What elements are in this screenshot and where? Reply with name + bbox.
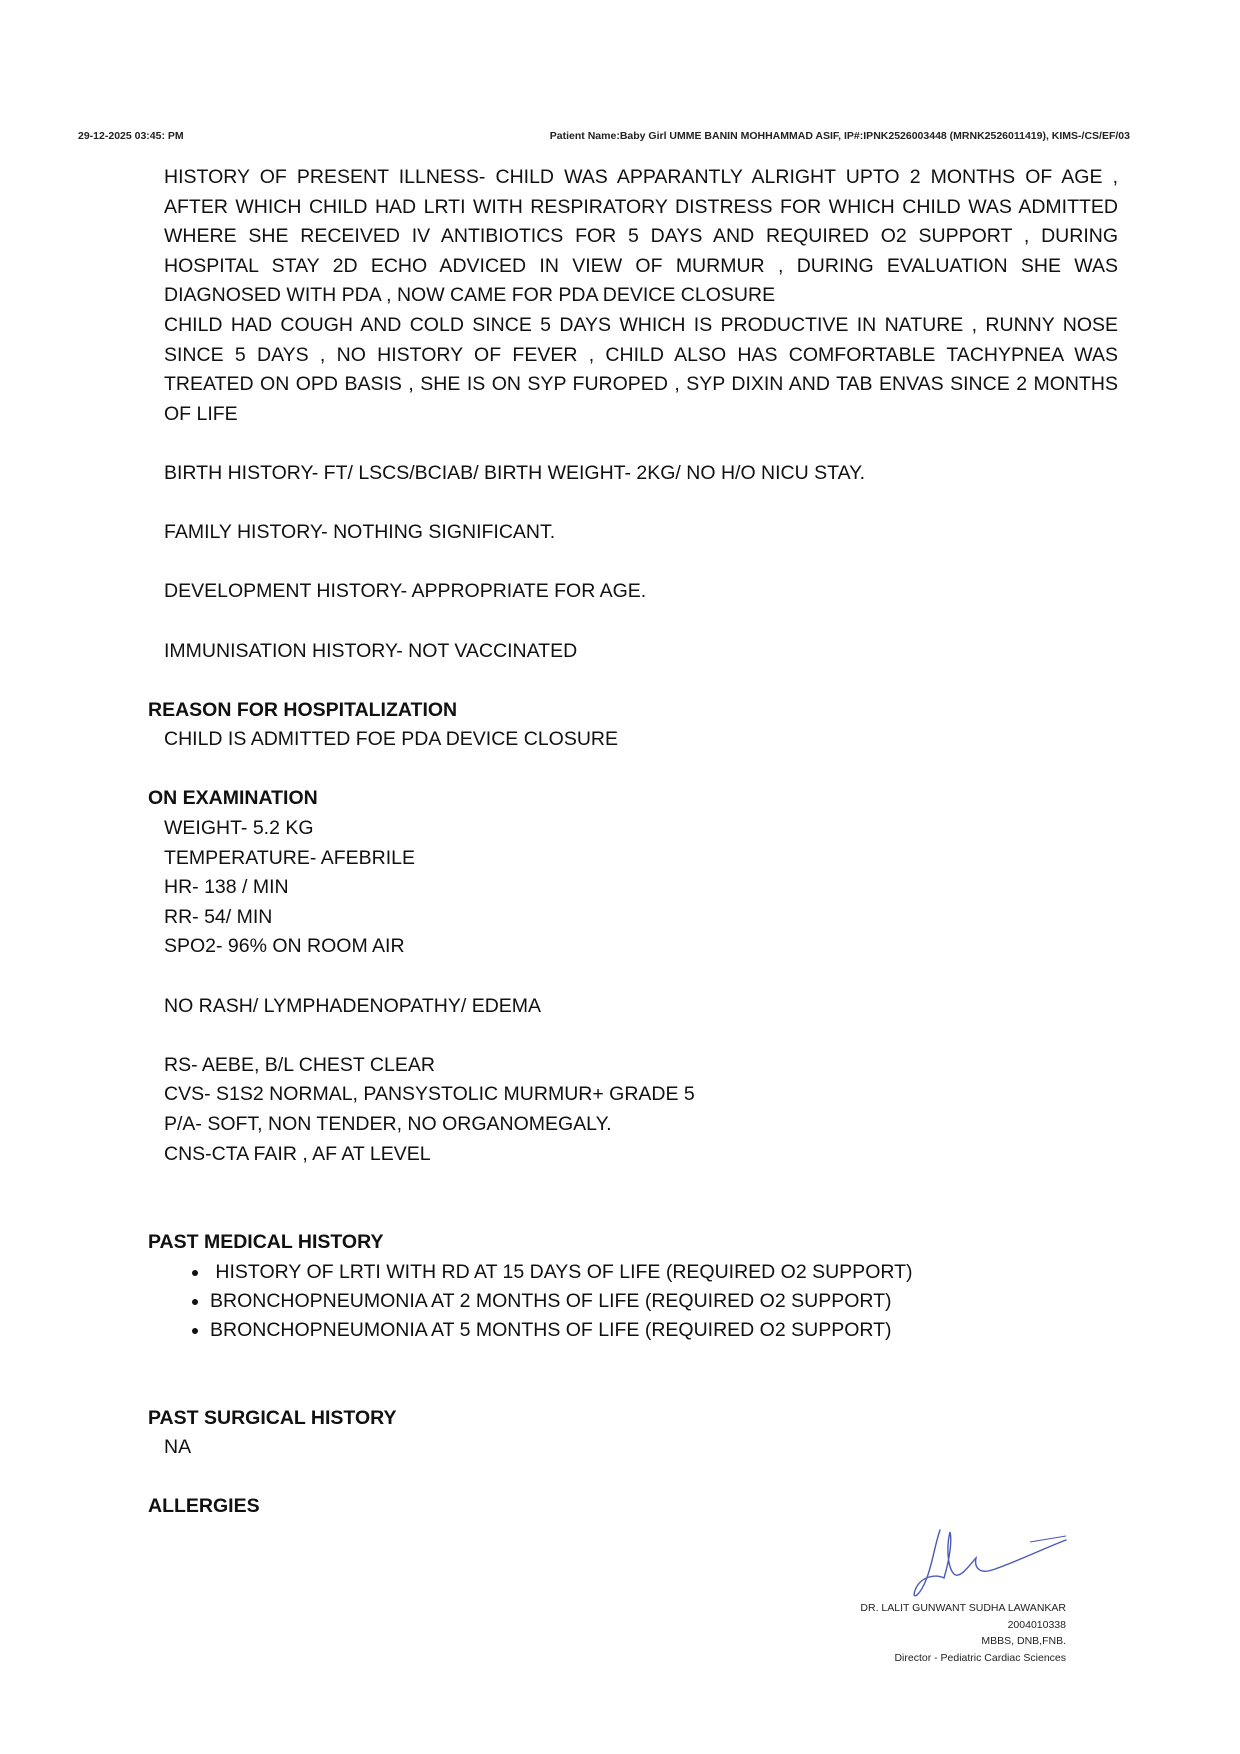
present-illness-paragraph-1: HISTORY OF PRESENT ILLNESS- CHILD WAS APPARANTLY ALRIGHT UPTO 2 MONTHS OF AGE , AFTER WHICH CHILD HAD LRTI WITH RESPIRATORY DISTRESS FOR WHICH CHILD WAS ADMITTED WHERE SHE RECEIVED IV ANTIBIOTICS FOR 5 DAYS AND REQUIRED O2 SUPPORT , DURING HOSPITAL STAY 2D ECHO ADVICED IN VIEW OF MURMUR , DURING EVALUATION SHE WAS DIAGNOSED WITH PDA , NOW CAME FOR PDA DEVICE CLOSURE — [164, 166, 1118, 307]
vital-spo2: SPO2- 96% ON ROOM AIR — [164, 935, 405, 958]
header-patient-info: Patient Name:Baby Girl UMME BANIN MOHHAMMAD ASIF, IP#:IPNK2526003448 (MRNK2526011419), KIMS-/CS/EF/03 — [549, 130, 1130, 142]
past-surgical-text: NA — [164, 1436, 192, 1459]
present-illness-paragraph-2: CHILD HAD COUGH AND COLD SINCE 5 DAYS WHICH IS PRODUCTIVE IN NATURE , RUNNY NOSE SINCE 5 DAYS , NO HISTORY OF FEVER , CHILD ALSO HAS COMFORTABLE TACHYPNEA WAS TREATED ON OPD BASIS , SHE IS ON SYP FUROPED , SYP DIXIN AND TAB ENVAS SINCE 2 MONTHS OF LIFE — [164, 313, 1118, 425]
signatory-registration: 2004010338 — [1007, 1618, 1066, 1631]
signatory-name: DR. LALIT GUNWANT SUDHA LAWANKAR — [860, 1602, 1066, 1614]
systemic-cvs: CVS- S1S2 NORMAL, PANSYSTOLIC MURMUR+ GRADE 5 — [164, 1083, 695, 1106]
hospitalization-heading: REASON FOR HOSPITALIZATION — [148, 698, 458, 721]
vital-temperature: TEMPERATURE- AFEBRILE — [164, 846, 416, 869]
systemic-rs: RS- AEBE, B/L CHEST CLEAR — [164, 1053, 435, 1076]
vital-weight: WEIGHT- 5.2 KG — [164, 817, 314, 840]
list-item: • BRONCHOPNEUMONIA AT 5 MONTHS OF LIFE (REQUIRED O2 SUPPORT) — [210, 1316, 1118, 1345]
vital-heart-rate: HR- 138 / MIN — [164, 876, 289, 899]
systemic-cns: CNS-CTA FAIR , AF AT LEVEL — [164, 1142, 431, 1165]
signatory-designation: Director - Pediatric Cardiac Sciences — [894, 1651, 1066, 1664]
vital-respiratory-rate: RR- 54/ MIN — [164, 905, 273, 928]
header-datetime: 29-12-2025 03:45: PM — [78, 130, 184, 142]
allergies-heading: ALLERGIES — [148, 1495, 260, 1518]
past-surgical-heading: PAST SURGICAL HISTORY — [148, 1406, 397, 1429]
examination-heading: ON EXAMINATION — [148, 787, 318, 810]
signatory-qualifications: MBBS, DNB,FNB. — [981, 1635, 1066, 1648]
systemic-pa: P/A- SOFT, NON TENDER, NO ORGANOMEGALY. — [164, 1113, 612, 1135]
list-item: • HISTORY OF LRTI WITH RD AT 15 DAYS OF LIFE (REQUIRED O2 SUPPORT) — [210, 1258, 1118, 1287]
past-medical-list — [148, 1258, 1118, 1344]
development-history: DEVELOPMENT HISTORY- APPROPRIATE FOR AGE. — [164, 580, 647, 603]
document-body — [148, 163, 1118, 1522]
page-header — [78, 130, 1130, 144]
family-history: FAMILY HISTORY- NOTHING SIGNIFICANT. — [164, 521, 556, 544]
general-examination: NO RASH/ LYMPHADENOPATHY/ EDEMA — [164, 994, 542, 1017]
birth-history: BIRTH HISTORY- FT/ LSCS/BCIAB/ BIRTH WEIGHT- 2KG/ NO H/O NICU STAY. — [164, 461, 866, 484]
signatory-block — [726, 1518, 1066, 1666]
immunisation-history: IMMUNISATION HISTORY- NOT VACCINATED — [164, 639, 578, 662]
hospitalization-reason: CHILD IS ADMITTED FOE PDA DEVICE CLOSURE — [164, 728, 619, 751]
list-item: • BRONCHOPNEUMONIA AT 2 MONTHS OF LIFE (REQUIRED O2 SUPPORT) — [210, 1287, 1118, 1316]
past-medical-heading: PAST MEDICAL HISTORY — [148, 1231, 384, 1254]
